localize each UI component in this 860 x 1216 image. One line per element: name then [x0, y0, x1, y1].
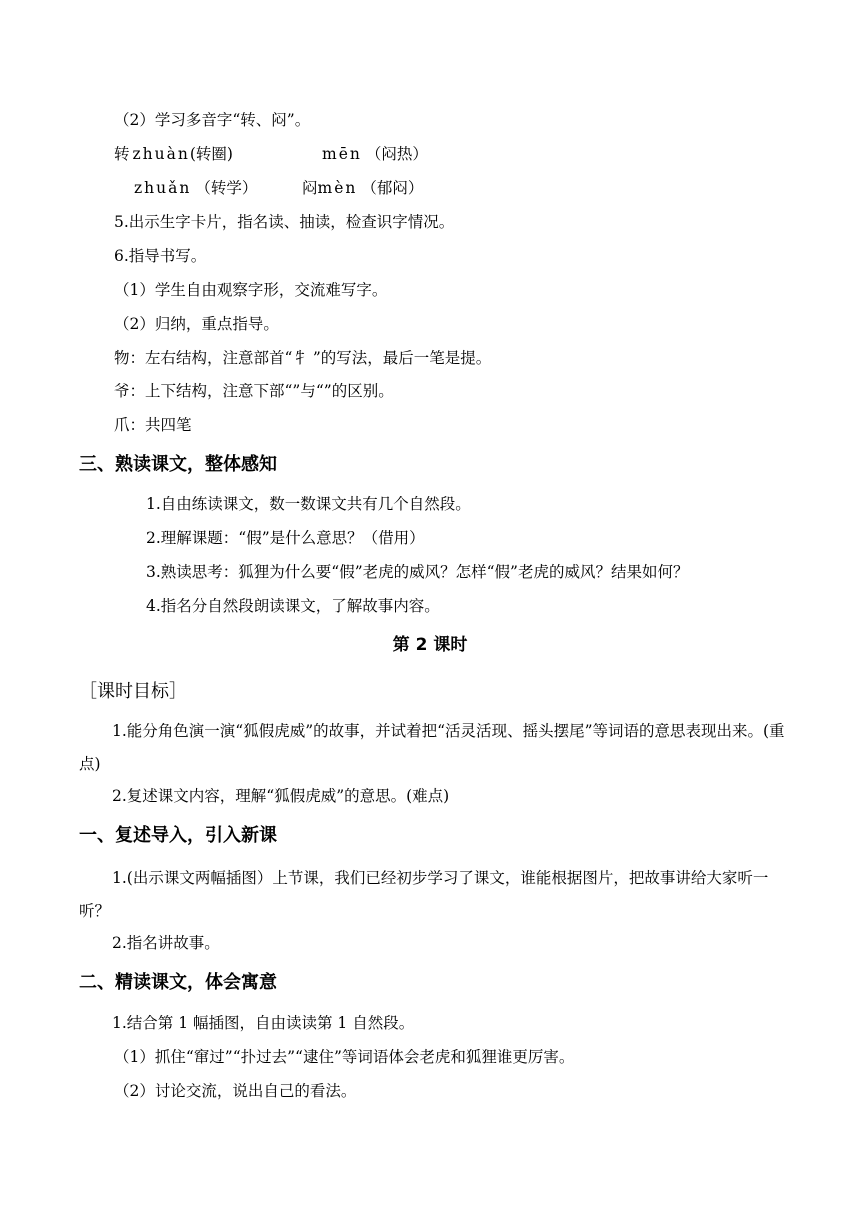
pinyin: mèn: [317, 179, 358, 197]
paragraph: （1）抓住“窜过”“扑过去”“逮住”等词语体会老虎和狐狸谁更厉害。: [114, 1048, 575, 1066]
lesson-title: 第 2 课时: [392, 635, 468, 655]
pinyin-line: [134, 177, 257, 199]
pinyin-line: [114, 143, 233, 165]
hanzi: 闷: [302, 179, 318, 197]
paragraph: 2.指名讲故事。: [112, 934, 220, 952]
text-line: （2）学习多音字“转、闷”。: [114, 111, 311, 129]
paragraph: 1.结合第 1 幅插图，自由读读第 1 自然段。: [112, 1014, 415, 1032]
text-line: 物：左右结构，注意部首“牜 ”的写法，最后一笔是提。: [114, 349, 492, 367]
text-line: 爷：上下结构，注意下部“”与“”的区别。: [114, 382, 394, 400]
list-item: 1.自由练读课文，数一数课文共有几个自然段。: [146, 495, 471, 513]
hanzi: 转: [114, 145, 130, 163]
word-example: （转学）: [195, 179, 258, 197]
paragraph: 1.(出示课文两幅插图）上节课，我们已经初步学习了课文，谁能根据图片，把故事讲给大家听一听？: [79, 869, 769, 920]
list-item: 3.熟读思考：狐狸为什么要“假”老虎的威风？怎样“假”老虎的威风？结果如何？: [146, 563, 689, 581]
word-example: （闷热）: [365, 145, 428, 163]
text-line: （1）学生自由观察字形，交流难写字。: [114, 281, 388, 299]
goals-heading: ［课时目标］: [79, 681, 187, 702]
word-example: (转圈): [189, 145, 233, 163]
section-heading: 二、精读课文，体会寓意: [79, 972, 277, 993]
pinyin-line: [302, 177, 423, 199]
text-line: 爪：共四笔: [114, 416, 192, 434]
list-item: 4.指名分自然段朗读课文，了解故事内容。: [146, 597, 440, 615]
section-heading: 一、复述导入，引入新课: [79, 825, 277, 846]
goal-item: 1.能分角色演一演“狐假虎威”的故事，并试着把“活灵活现、摇头摆尾”等词语的意思表现出来。(重点): [79, 722, 785, 773]
pinyin: mēn: [322, 145, 362, 163]
section-heading: 三、熟读课文，整体感知: [79, 454, 277, 475]
text-line: （2）归纳，重点指导。: [114, 315, 279, 333]
pinyin-line: [322, 143, 428, 165]
pinyin: zhuǎn: [134, 179, 192, 197]
text-line: 6.指导书写。: [114, 247, 207, 265]
word-example: （郁闷）: [361, 179, 424, 197]
goal-item: 2.复述课文内容，理解“狐假虎威”的意思。(难点): [112, 787, 450, 805]
list-item: 2.理解课题：“假”是什么意思？（借用）: [146, 529, 425, 547]
text-line: 5.出示生字卡片，指名读、抽读，检查识字情况。: [114, 213, 455, 231]
pinyin: zhuàn: [132, 145, 190, 163]
paragraph: （2）讨论交流，说出自己的看法。: [114, 1082, 357, 1100]
